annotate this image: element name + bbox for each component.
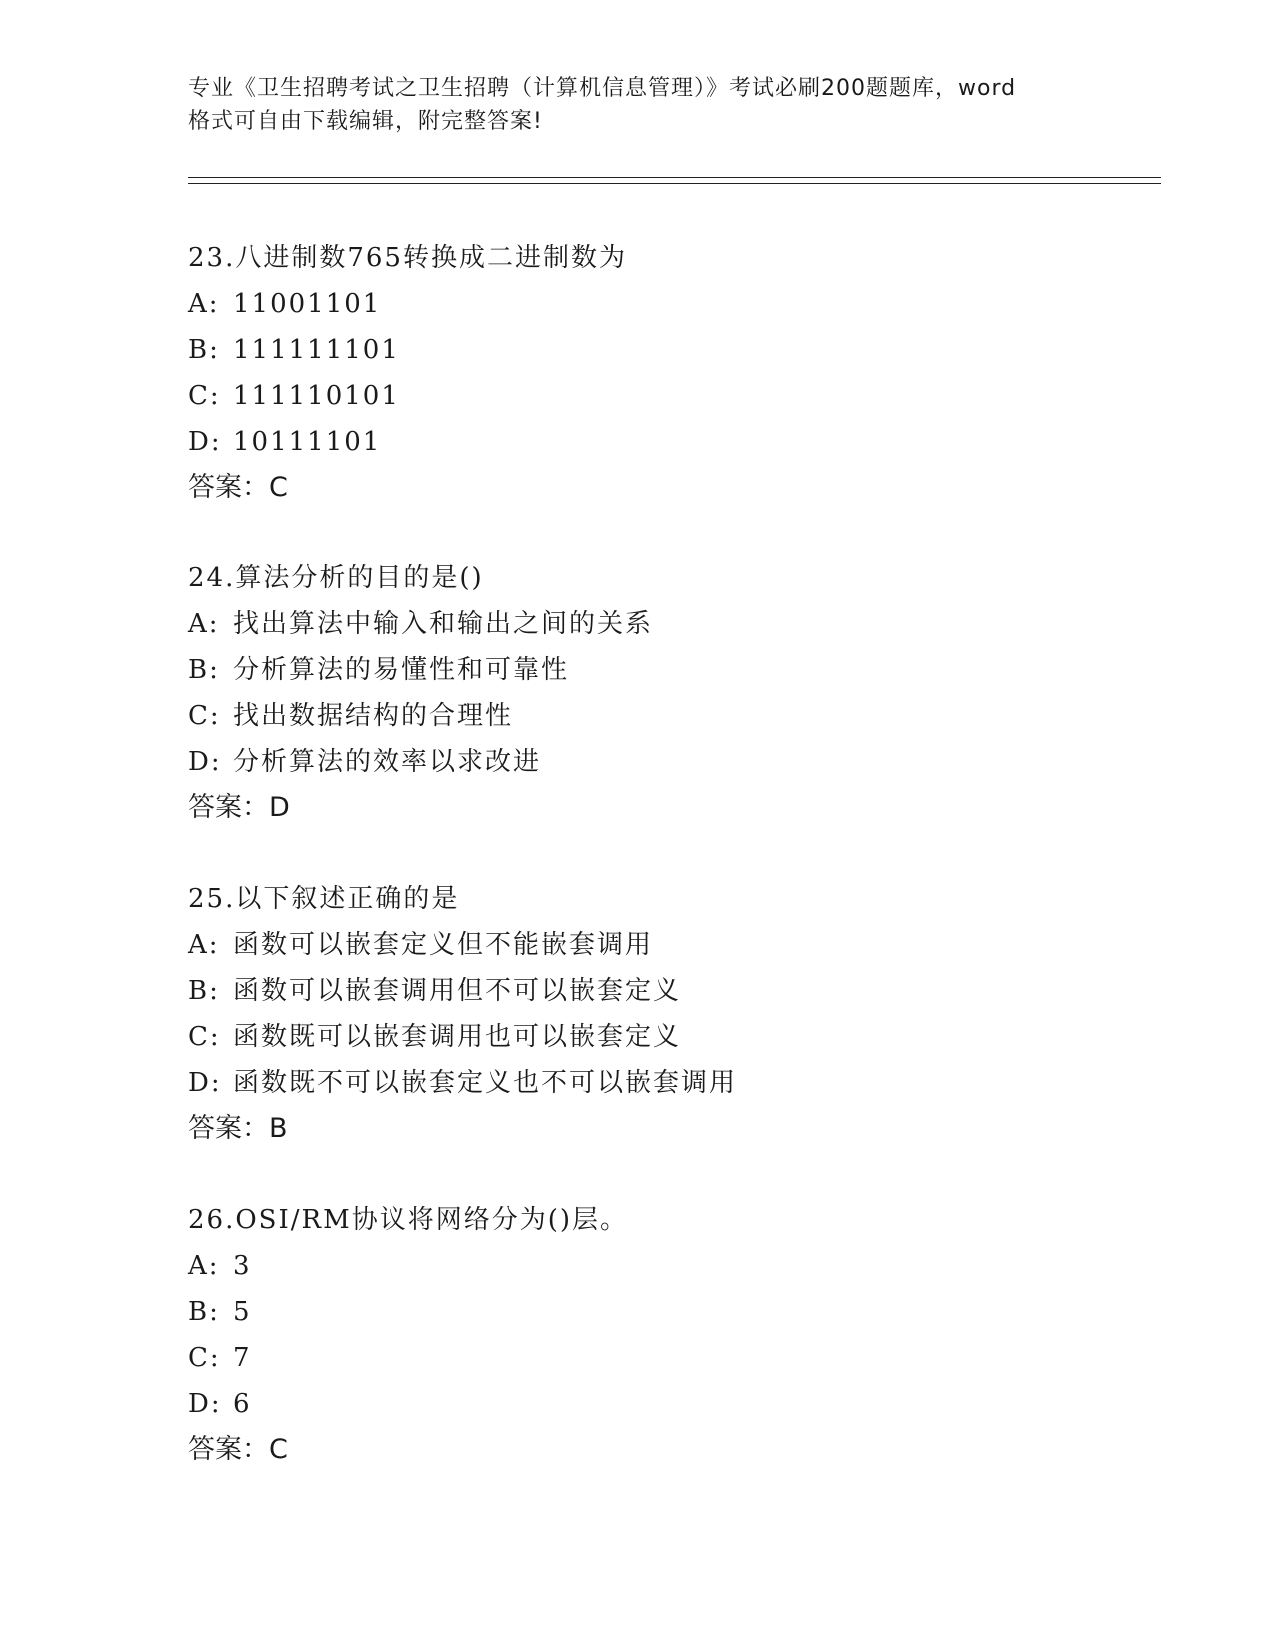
option-key: B:: [188, 1297, 220, 1327]
option-key: A:: [188, 609, 220, 639]
header-line-1: 专业《卫生招聘考试之卫生招聘（计算机信息管理）》考试必刷200题题库，word: [188, 76, 1017, 101]
option-d: [188, 739, 1138, 785]
option-key: D:: [188, 427, 222, 457]
option-text: 函数可以嵌套调用但不可以嵌套定义: [233, 976, 682, 1006]
option-text: 5: [233, 1297, 252, 1327]
option-key: A:: [188, 289, 220, 319]
option-d: [188, 1060, 1138, 1106]
option-text: 找出算法中输入和输出之间的关系: [233, 609, 654, 639]
answer-line: 答案：D: [188, 792, 290, 823]
option-a: [188, 281, 1138, 327]
question-block: [188, 876, 1138, 1152]
option-b: [188, 1289, 1138, 1335]
option-key: C:: [188, 1343, 221, 1373]
option-text: 分析算法的易懂性和可靠性: [233, 655, 570, 685]
option-key: D:: [188, 1068, 222, 1098]
option-text: 10111101: [233, 427, 382, 457]
option-text: 分析算法的效率以求改进: [233, 747, 542, 777]
answer-line: 答案：B: [188, 1113, 288, 1144]
option-b: [188, 647, 1138, 693]
option-key: D:: [188, 1389, 222, 1419]
question-block: [188, 1197, 1138, 1473]
option-d: [188, 419, 1138, 465]
option-a: [188, 922, 1138, 968]
option-key: C:: [188, 1022, 221, 1052]
question-stem: 23.八进制数765转换成二进制数为: [188, 243, 627, 273]
option-text: 函数既可以嵌套调用也可以嵌套定义: [233, 1022, 682, 1052]
option-b: [188, 327, 1138, 373]
question-stem: 25.以下叙述正确的是: [188, 884, 460, 914]
answer-line: 答案：C: [188, 1434, 288, 1465]
option-b: [188, 968, 1138, 1014]
option-text: 函数既不可以嵌套定义也不可以嵌套调用: [233, 1068, 738, 1098]
header-line-2: 格式可自由下载编辑，附完整答案!: [188, 109, 543, 134]
option-key: A:: [188, 930, 220, 960]
option-c: [188, 1335, 1138, 1381]
option-c: [188, 373, 1138, 419]
option-a: [188, 1243, 1138, 1289]
option-text: 函数可以嵌套定义但不能嵌套调用: [233, 930, 654, 960]
option-key: B:: [188, 655, 220, 685]
option-d: [188, 1381, 1138, 1427]
option-text: 6: [233, 1389, 252, 1419]
header-divider-bottom: [188, 183, 1161, 184]
option-key: C:: [188, 381, 221, 411]
option-key: B:: [188, 976, 220, 1006]
question-block: [188, 555, 1138, 831]
question-stem: 26.OSI/RM协议将网络分为()层。: [188, 1205, 628, 1235]
option-key: D:: [188, 747, 222, 777]
option-c: [188, 693, 1138, 739]
option-key: C:: [188, 701, 221, 731]
answer-line: 答案：C: [188, 472, 288, 503]
option-text: 3: [233, 1251, 252, 1281]
option-text: 111110101: [233, 381, 400, 411]
option-text: 找出数据结构的合理性: [233, 701, 514, 731]
document-header: [188, 72, 1088, 138]
option-key: A:: [188, 1251, 220, 1281]
option-text: 11001101: [233, 289, 382, 319]
question-stem: 24.算法分析的目的是(): [188, 563, 484, 593]
header-divider-top: [188, 177, 1161, 178]
option-c: [188, 1014, 1138, 1060]
option-a: [188, 601, 1138, 647]
option-text: 111111101: [233, 335, 400, 365]
option-key: B:: [188, 335, 220, 365]
option-text: 7: [233, 1343, 252, 1373]
question-block: [188, 235, 1138, 511]
